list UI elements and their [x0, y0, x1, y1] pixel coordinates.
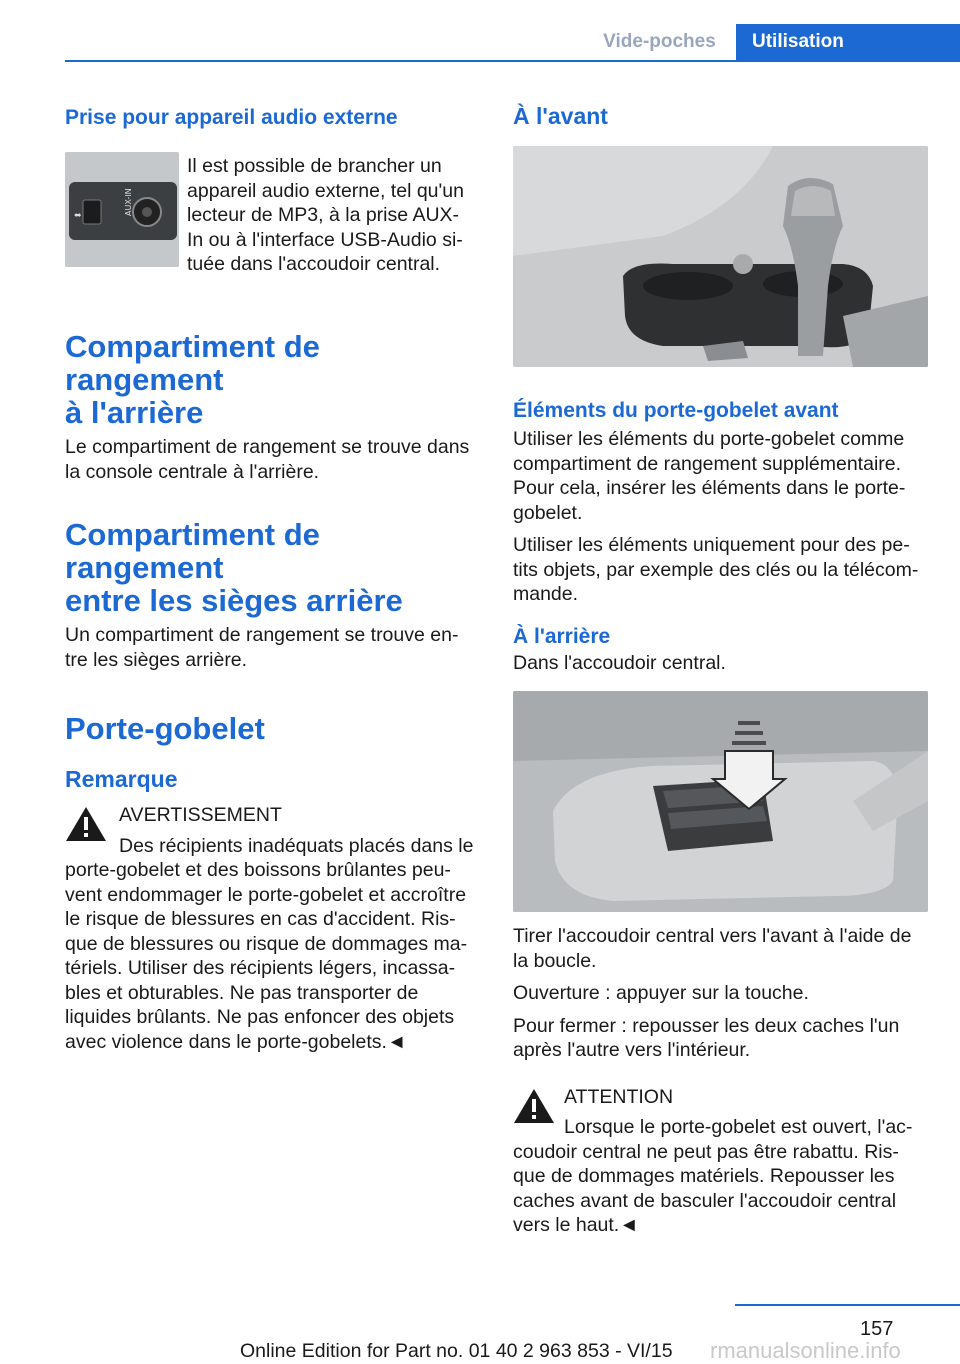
svg-text:⬌: ⬌ [74, 211, 82, 221]
seats-storage-title-1: Compartiment de rangement [65, 517, 320, 585]
attention-triangle-icon [513, 1087, 555, 1125]
front-cupholder-photo [513, 146, 928, 367]
warning-text: porte-gobelet et des boissons brûlantes peu-vent endommager le porte-gobelet et accroître le risque de blessures en cas d'accident. Ris-que de blessures ou risque de dommages ma-tériels. Utiliser des récipients légers, incassa-bles et obturables. Ne pas transporter de liquides brûlants. Ne pas enfoncer des objets avec violence dans le porte-gobelets.◄ [65, 859, 468, 1053]
aux-usb-socket-icon [65, 152, 179, 267]
elements-text-2: Utiliser les éléments uniquement pour des pe-tits objets, par exemple des clés ou la télécom-mande. [513, 534, 919, 605]
audio-section-title: Prise pour appareil audio externe [65, 106, 398, 129]
attention-label: ATTENTION [564, 1085, 674, 1108]
header-chapter-tab: Utilisation [736, 24, 960, 60]
audio-line: Il est possible de brancher un [187, 155, 442, 177]
open-text: Ouverture : appuyer sur la touche. [513, 982, 809, 1004]
note-title: Remarque [65, 766, 178, 792]
aux-usb-socket-photo [65, 152, 179, 267]
audio-line: appareil audio externe, tel qu'un [187, 179, 464, 202]
close-text: Pour fermer : repousser les deux caches l'un après l'autre vers l'intérieur. [513, 1014, 900, 1061]
audio-block [65, 136, 480, 286]
cup-holder-title: Porte-gobelet [65, 711, 265, 746]
front-title: À l'avant [513, 103, 608, 129]
attention-text-first: Lorsque le porte-gobelet est ouvert, l'ac- [564, 1116, 913, 1138]
header-rule [65, 60, 960, 62]
warning-label: AVERTISSEMENT [119, 804, 282, 826]
rear-cupholder-text: Dans l'accoudoir central. [513, 651, 726, 674]
warning-text-first: Des récipients inadéquats placés dans le [119, 834, 474, 857]
warning-block [65, 803, 480, 1054]
attention-text: coudoir central ne peut pas être rabattu. Ris-que de dommages matériels. Repousser les caches avant de basculer l'accoudoir central vers le haut.◄ [513, 1140, 899, 1236]
rear-armrest-illustration [513, 691, 928, 912]
elements-title: Éléments du porte-gobelet avant [513, 399, 839, 422]
front-cupholder-illustration [513, 146, 928, 367]
audio-line: In ou à l'interface USB-Audio si- [187, 228, 463, 251]
rear-storage-title-1: Compartiment de rangement [65, 329, 320, 397]
audio-line: tuée dans l'accoudoir central. [187, 253, 441, 275]
pull-armrest-text: Tirer l'accoudoir central vers l'avant à l'aide de la boucle. [513, 925, 912, 972]
watermark: rmanualsonline.info [710, 1338, 901, 1363]
audio-description [187, 154, 487, 277]
edition-text: Online Edition for Part no. 01 40 2 963 853 - VI/15 [240, 1340, 673, 1362]
attention-block [513, 1085, 928, 1238]
left-column [65, 100, 480, 1054]
elements-text-1: Utiliser les éléments du porte-gobelet comme compartiment de rangement supplémentaire. Pour cela, insérer les éléments dans le porte-gobelet. [513, 428, 906, 524]
seats-storage-title-2: entre les sièges arrière [65, 583, 403, 618]
rear-cupholder-title: À l'arrière [513, 624, 611, 648]
footer-rule [735, 1304, 960, 1306]
header-section-tab: Vide-poches [603, 31, 716, 52]
warning-triangle-icon [65, 805, 107, 843]
page-number: 157 [860, 1318, 894, 1340]
rear-storage-text: Le compartiment de rangement se trouve dans la console centrale à l'arrière. [65, 436, 470, 483]
audio-line: lecteur de MP3, à la prise AUX- [187, 204, 460, 226]
seats-storage-text: Un compartiment de rangement se trouve en-tre les sièges arrière. [65, 624, 459, 671]
rear-storage-title-2: à l'arrière [65, 395, 204, 430]
rear-armrest-photo [513, 691, 928, 912]
right-column [513, 100, 928, 1238]
aux-in-label: AUX-IN [124, 188, 133, 216]
